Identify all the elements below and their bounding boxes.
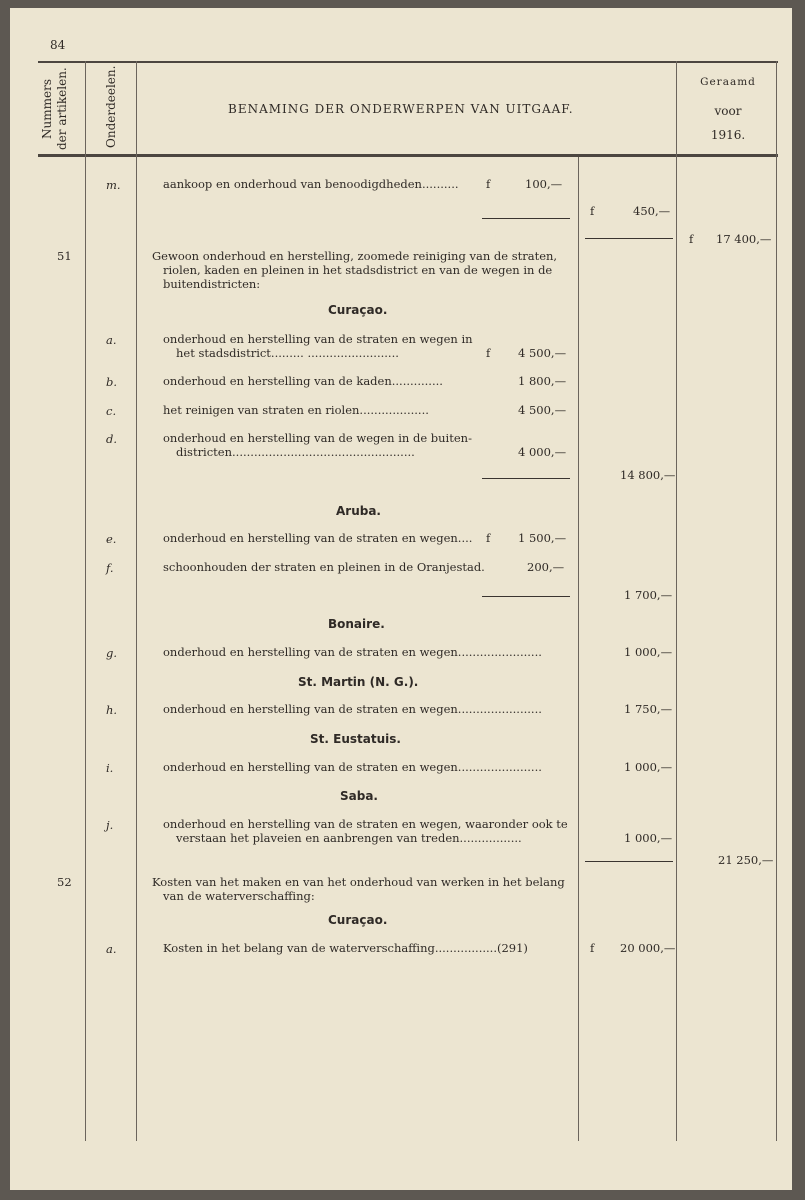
item-letter: e. xyxy=(106,532,117,546)
article-text: Kosten van het maken en van het onderhoud van werken in het belang xyxy=(152,875,565,889)
article-number: 51 xyxy=(57,249,72,263)
header-bottom-rule xyxy=(38,154,778,157)
column-divider xyxy=(776,61,777,1141)
item-amount: 100,— xyxy=(525,177,563,191)
item-amount: 4 500,— xyxy=(518,346,567,360)
currency-f: f xyxy=(590,941,595,955)
sum-rule xyxy=(482,218,570,219)
subtotal-amount: 1 000,— xyxy=(624,831,673,845)
section-heading: Curaçao. xyxy=(328,913,388,927)
item-letter: f. xyxy=(106,561,114,575)
sum-rule xyxy=(482,478,570,479)
currency-f: f xyxy=(486,177,491,191)
header-top-rule xyxy=(38,61,778,63)
item-text: verstaan het plaveien en aanbrengen van treden................. xyxy=(176,831,522,845)
currency-f: f xyxy=(486,531,491,545)
item-letter: j. xyxy=(106,818,114,832)
subtotal-amount: 1 000,— xyxy=(624,645,673,659)
item-amount: 1 800,— xyxy=(518,374,567,388)
sum-rule xyxy=(585,238,673,239)
article-text: buitendistricten: xyxy=(163,277,261,291)
article-text: riolen, kaden en pleinen in het stadsdistrict en van de wegen in de xyxy=(163,263,553,277)
item-text: het stadsdistrict......... ......................... xyxy=(176,346,399,360)
header-articles-label: Nummers der artikelen. xyxy=(40,67,69,150)
item-text: onderhoud en herstelling van de wegen in de buiten- xyxy=(163,431,472,445)
item-text: onderhoud en herstelling van de straten en wegen....................... xyxy=(163,645,542,659)
item-letter: b. xyxy=(106,375,118,389)
item-letter: m. xyxy=(106,178,121,192)
item-text: onderhoud en herstelling van de straten en wegen, waaronder ook te xyxy=(163,817,568,831)
currency-f: f xyxy=(486,346,491,360)
column-divider xyxy=(85,61,86,1141)
subtotal-amount: 450,— xyxy=(633,204,671,218)
item-amount: 4 500,— xyxy=(518,403,567,417)
item-letter: i. xyxy=(106,761,114,775)
currency-f: f xyxy=(689,232,694,246)
item-amount: 1 500,— xyxy=(518,531,567,545)
section-heading: Aruba. xyxy=(336,504,381,518)
page-number: 84 xyxy=(50,38,66,52)
header-estimate-label: Geraamd xyxy=(700,76,756,88)
subtotal-amount: 1 750,— xyxy=(624,702,673,716)
item-letter: h. xyxy=(106,703,118,717)
item-text: onderhoud en herstelling van de kaden.............. xyxy=(163,374,443,388)
section-heading: Saba. xyxy=(340,789,378,803)
subtotal-amount: 14 800,— xyxy=(620,468,676,482)
subtotal-amount: 1 700,— xyxy=(624,588,673,602)
item-letter: c. xyxy=(106,404,117,418)
header-for-label: voor xyxy=(714,104,742,118)
item-text: Kosten in het belang van de waterverschaffing.................(291) xyxy=(163,941,528,955)
header-year: 1916. xyxy=(710,128,746,142)
section-heading: St. Eustatuis. xyxy=(310,732,401,746)
section-heading: St. Martin (N. G.). xyxy=(298,675,419,689)
item-amount: 200,— xyxy=(527,560,565,574)
item-text: districten.................................................. xyxy=(176,445,415,459)
ledger-page xyxy=(10,8,792,1190)
total-amount: 17 400,— xyxy=(716,232,772,246)
column-divider xyxy=(136,61,137,1141)
subtotal-amount: 1 000,— xyxy=(624,760,673,774)
header-parts-label: Onderdeelen. xyxy=(104,65,118,148)
item-letter: a. xyxy=(106,942,117,956)
item-letter: d. xyxy=(106,432,118,446)
sum-rule xyxy=(585,861,673,862)
sum-rule xyxy=(482,596,570,597)
section-heading: Bonaire. xyxy=(328,617,385,631)
header-title: BENAMING DER ONDERWERPEN VAN UITGAAF. xyxy=(228,102,574,116)
item-text: schoonhouden der straten en pleinen in de Oranjestad. xyxy=(163,560,485,574)
item-text: onderhoud en herstelling van de straten en wegen....................... xyxy=(163,702,542,716)
item-letter: g. xyxy=(106,646,118,660)
item-amount: 4 000,— xyxy=(518,445,567,459)
article-text: Gewoon onderhoud en herstelling, zoomede reiniging van de straten, xyxy=(152,249,558,263)
item-text: onderhoud en herstelling van de straten en wegen.... xyxy=(163,531,473,545)
column-divider xyxy=(676,61,677,1141)
item-text: aankoop en onderhoud van benoodigdheden.......... xyxy=(163,177,459,191)
item-text: onderhoud en herstelling van de straten en wegen in xyxy=(163,332,473,346)
column-divider xyxy=(578,157,579,1141)
currency-f: f xyxy=(590,204,595,218)
subtotal-amount: 20 000,— xyxy=(620,941,676,955)
item-text: het reinigen van straten en riolen................... xyxy=(163,403,429,417)
article-text: van de waterverschaffing: xyxy=(163,889,315,903)
total-amount: 21 250,— xyxy=(718,853,774,867)
section-heading: Curaçao. xyxy=(328,303,388,317)
article-number: 52 xyxy=(57,875,72,889)
item-text: onderhoud en herstelling van de straten en wegen....................... xyxy=(163,760,542,774)
item-letter: a. xyxy=(106,333,117,347)
